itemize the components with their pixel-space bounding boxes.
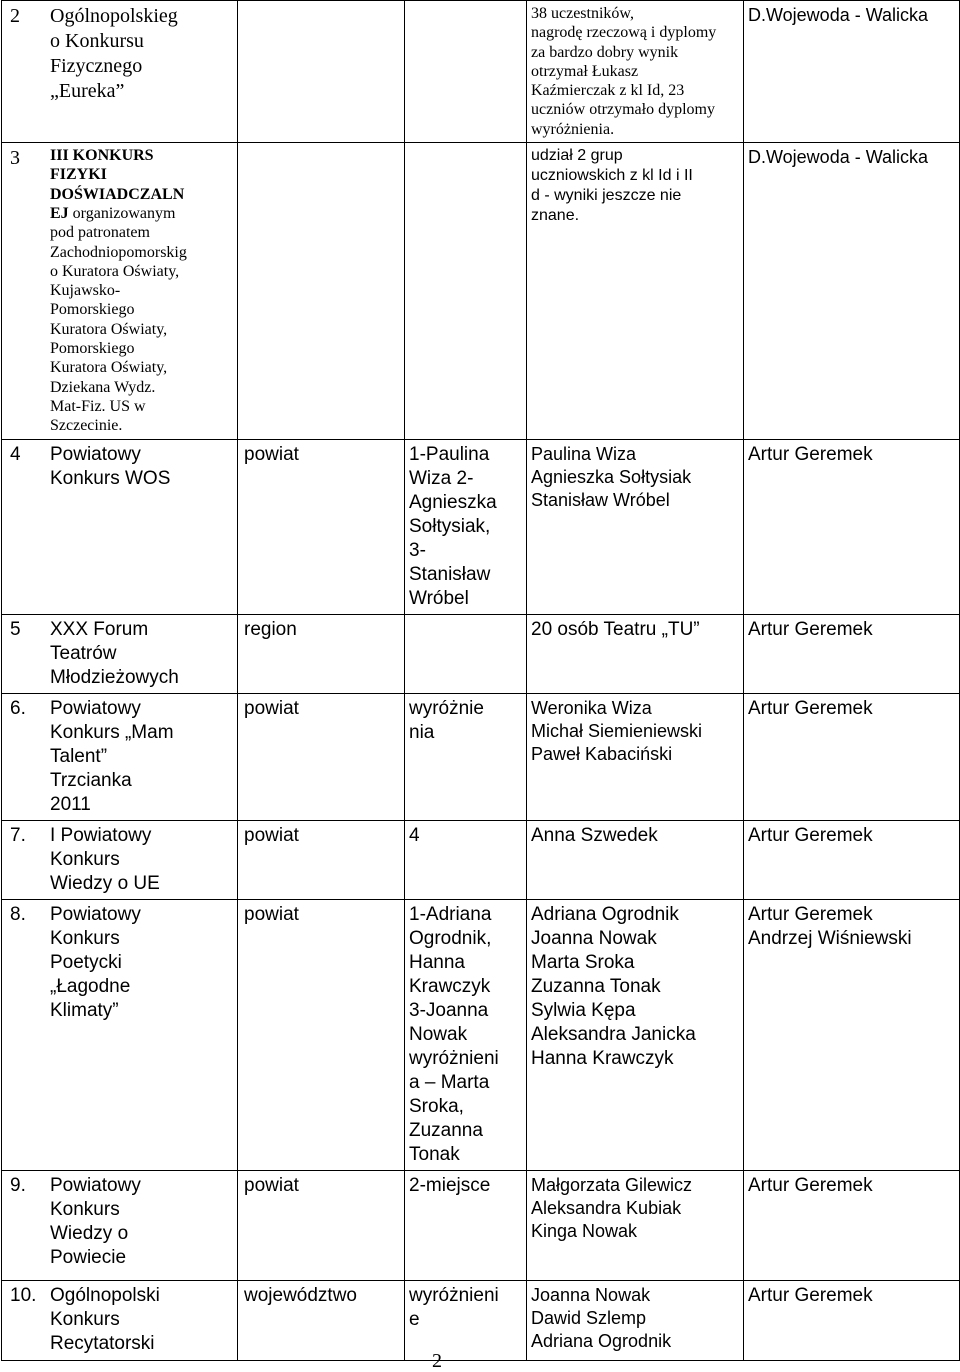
result-line: 4 — [409, 824, 420, 846]
table-row — [2, 693, 960, 820]
competition-cell — [2, 820, 238, 899]
table-row — [2, 1, 960, 143]
participant-line: Aleksandra Janicka — [531, 1023, 696, 1045]
teacher-line: Artur Geremek — [748, 618, 873, 640]
competition-title-line: Wiedzy o UE — [50, 872, 160, 894]
result-line: 3-Joanna — [409, 999, 489, 1021]
participant-line: Anna Szwedek — [531, 824, 658, 846]
competition-title-line: Trzcianka — [50, 769, 132, 791]
participants-cell — [527, 1280, 744, 1360]
participant-line: Weronika Wiza — [531, 697, 652, 718]
competition-title-line: Talent” — [50, 745, 108, 767]
scope-cell — [238, 1280, 405, 1360]
participant-line: udział 2 grup — [531, 147, 623, 165]
competition-title — [50, 146, 187, 435]
teacher-line: Artur Geremek — [748, 903, 873, 925]
competition-title-line: Konkurs — [50, 1308, 120, 1330]
participant-line: otrzymał Łukasz — [531, 62, 639, 80]
competition-cell — [2, 899, 238, 1170]
competition-title-line: pod patronatem — [50, 224, 150, 242]
competition-title-line: Powiatowy — [50, 903, 141, 925]
result-line: wyróżnie — [409, 697, 484, 719]
result-line: 1-Paulina — [409, 443, 490, 465]
scope-cell — [238, 439, 405, 614]
participant-line: Kaźmierczak z kl Id, 23 — [531, 82, 685, 100]
competition-title-line: Szczecinie. — [50, 417, 123, 435]
result-cell — [405, 1280, 527, 1360]
scope-text: powiat — [244, 1174, 299, 1196]
scope-cell — [238, 693, 405, 820]
competition-title-line: Konkurs — [50, 927, 120, 949]
competition-title-line: „Eureka” — [50, 80, 125, 102]
result-line: e — [409, 1308, 420, 1330]
competition-cell — [2, 693, 238, 820]
result-cell — [405, 1170, 527, 1280]
teacher-cell — [744, 693, 960, 820]
competition-title-line: Pomorskiego — [50, 301, 135, 319]
competition-title-line: Dziekana Wydz. — [50, 378, 156, 396]
result-line: Hanna — [409, 951, 465, 973]
row-number: 4 — [10, 443, 21, 465]
competition-title-line: XXX Forum — [50, 618, 149, 640]
participant-line: Joanna Nowak — [531, 1284, 651, 1305]
result-cell — [405, 820, 527, 899]
scope-cell — [238, 1170, 405, 1280]
participants-cell — [527, 1170, 744, 1280]
competition-title-line: DOŚWIADCZALN — [50, 185, 185, 203]
competition-title-line: Młodzieżowych — [50, 666, 179, 688]
row-number: 9. — [10, 1174, 26, 1196]
competition-title — [50, 903, 141, 1023]
teacher-line: Artur Geremek — [748, 697, 873, 719]
teacher-cell — [744, 1, 960, 143]
table-body — [2, 1, 960, 1361]
table-row — [2, 1280, 960, 1360]
scope-text: powiat — [244, 903, 299, 925]
scope-text: powiat — [244, 824, 299, 846]
competition-title-line: Konkurs — [50, 848, 120, 870]
scope-cell — [238, 1, 405, 143]
participants-cell — [527, 1, 744, 143]
row-number: 8. — [10, 903, 26, 925]
competition-title-line: Konkurs — [50, 1198, 120, 1220]
competition-cell — [2, 1170, 238, 1280]
competition-title-line: Konkurs WOS — [50, 467, 171, 489]
participant-line: Hanna Krawczyk — [531, 1047, 674, 1069]
scope-text: powiat — [244, 443, 299, 465]
result-line: Agnieszka — [409, 491, 497, 513]
participant-line: Dawid Szlemp — [531, 1307, 647, 1328]
competition-cell — [2, 1280, 238, 1360]
result-line: 1-Adriana — [409, 903, 492, 925]
result-line: Tonak — [409, 1143, 460, 1165]
result-cell — [405, 899, 527, 1170]
table-row — [2, 439, 960, 614]
participant-line: Adriana Ogrodnik — [531, 903, 679, 925]
participant-line: Kinga Nowak — [531, 1220, 638, 1241]
result-line: Stanisław — [409, 563, 491, 585]
competition-title-line: III KONKURS — [50, 147, 154, 165]
participants-cell — [527, 693, 744, 820]
participant-line: 38 uczestników, — [531, 5, 634, 22]
scope-cell — [238, 614, 405, 693]
table-row — [2, 820, 960, 899]
result-line: 3- — [409, 539, 426, 561]
scope-cell — [238, 820, 405, 899]
result-line: 2-miejsce — [409, 1174, 491, 1196]
teacher-cell — [744, 614, 960, 693]
competition-title-line: Kujawsko- — [50, 282, 121, 300]
row-number: 3 — [10, 147, 20, 170]
teacher-cell — [744, 899, 960, 1170]
competition-title-line: I Powiatowy — [50, 824, 152, 846]
participant-line: Paulina Wiza — [531, 443, 637, 464]
table-row — [2, 143, 960, 439]
participant-line: uczniów otrzymało dyplomy — [531, 101, 715, 119]
competition-title — [50, 697, 174, 817]
row-number: 10. — [10, 1284, 37, 1306]
competition-title-line: EJ organizowanym — [50, 204, 176, 222]
result-line: Ogrodnik, — [409, 927, 492, 949]
competition-title — [50, 1174, 141, 1270]
participant-line: Marta Sroka — [531, 951, 635, 973]
participants-cell — [527, 899, 744, 1170]
result-line: a – Marta — [409, 1071, 490, 1093]
competition-title-line: Pomorskiego — [50, 340, 135, 358]
participants-cell — [527, 143, 744, 439]
participant-line: nagrodę rzeczową i dyplomy — [531, 24, 717, 42]
participant-line: d - wyniki jeszcze nie — [531, 187, 682, 205]
participant-line: Paweł Kabaciński — [531, 743, 673, 764]
result-line: Sroka, — [409, 1095, 464, 1117]
row-number: 5 — [10, 618, 21, 640]
competition-title-line: o Konkursu — [50, 30, 144, 52]
competition-title-line: Poetycki — [50, 951, 122, 973]
competition-title-line: Wiedzy o — [50, 1222, 129, 1244]
result-line: wyróżnieni — [409, 1284, 499, 1306]
competition-title-line: Powiecie — [50, 1246, 127, 1268]
result-cell — [405, 143, 527, 439]
competition-title-line: FIZYKI — [50, 166, 107, 184]
result-cell — [405, 439, 527, 614]
result-cell — [405, 693, 527, 820]
competition-title-line: Ogólnopolski — [50, 1284, 160, 1306]
table-row — [2, 614, 960, 693]
table-row — [2, 899, 960, 1170]
result-line: Sołtysiak, — [409, 515, 491, 537]
teacher-cell — [744, 1280, 960, 1360]
participants-cell — [527, 820, 744, 899]
result-line: Wiza 2- — [409, 467, 474, 489]
competition-title — [50, 443, 170, 491]
competition-title-line: Zachodniopomorskig — [50, 243, 187, 261]
result-line: wyróżnieni — [409, 1047, 499, 1069]
teacher-line: Andrzej Wiśniewski — [748, 927, 912, 949]
result-line: Nowak — [409, 1023, 468, 1045]
competition-title — [50, 824, 160, 896]
teacher-cell — [744, 1170, 960, 1280]
teacher-line: Artur Geremek — [748, 1174, 873, 1196]
competition-title-line: Klimaty” — [50, 999, 119, 1021]
competition-title-line: 2011 — [50, 793, 91, 815]
competition-cell — [2, 1, 238, 143]
table-row — [2, 1170, 960, 1280]
result-cell — [405, 1, 527, 143]
scope-text: region — [244, 618, 297, 640]
result-line: Wróbel — [409, 587, 469, 609]
competition-title-line: Fizycznego — [50, 55, 143, 77]
competition-title-line: Powiatowy — [50, 697, 141, 719]
participant-line: Aleksandra Kubiak — [531, 1197, 682, 1218]
competition-title-line: Teatrów — [50, 642, 117, 664]
participant-line: Michał Siemieniewski — [531, 720, 703, 741]
page-number: 2 — [432, 1350, 442, 1372]
competitions-table — [1, 0, 960, 1361]
row-number: 2 — [10, 5, 20, 27]
participant-line: za bardzo dobry wynik — [531, 43, 679, 61]
participant-line: Małgorzata Gilewicz — [531, 1174, 693, 1195]
participant-line: wyróżnienia. — [531, 120, 615, 138]
teacher-line: Artur Geremek — [748, 1284, 873, 1306]
competition-cell — [2, 439, 238, 614]
competition-title — [50, 4, 178, 104]
competition-title-line: Ogólnopolskieg — [50, 5, 178, 27]
competition-title-line: Recytatorski — [50, 1332, 155, 1354]
result-line: Krawczyk — [409, 975, 491, 997]
result-line: nia — [409, 721, 435, 743]
participant-line: Sylwia Kępa — [531, 999, 636, 1021]
scope-text: województwo — [244, 1284, 357, 1306]
teacher-line: D.Wojewoda - Walicka — [748, 5, 929, 25]
competition-title — [50, 1284, 160, 1356]
competition-cell — [2, 143, 238, 439]
teacher-cell — [744, 143, 960, 439]
competition-title-line: „Łagodne — [50, 975, 131, 997]
competition-title-line: Konkurs „Mam — [50, 721, 174, 743]
competition-title-line: Powiatowy — [50, 1174, 141, 1196]
participant-line: Agnieszka Sołtysiak — [531, 466, 692, 487]
row-number: 6. — [10, 697, 26, 719]
competition-title-line: o Kuratora Oświaty, — [50, 262, 180, 280]
competition-title-line: Powiatowy — [50, 443, 141, 465]
participant-line: znane. — [531, 207, 580, 225]
scope-cell — [238, 899, 405, 1170]
result-line: Zuzanna — [409, 1119, 483, 1141]
competition-title-line: Kuratora Oświaty, — [50, 320, 168, 338]
competition-cell — [2, 614, 238, 693]
competition-title-line: Mat-Fiz. US w — [50, 397, 146, 415]
row-number: 7. — [10, 824, 26, 846]
participant-line: 20 osób Teatru „TU” — [531, 618, 700, 640]
scope-cell — [238, 143, 405, 439]
competition-title — [50, 618, 179, 690]
participants-cell — [527, 614, 744, 693]
participant-line: Adriana Ogrodnik — [531, 1330, 672, 1351]
participant-line: Joanna Nowak — [531, 927, 657, 949]
result-cell — [405, 614, 527, 693]
scope-text: powiat — [244, 697, 299, 719]
teacher-line: Artur Geremek — [748, 824, 873, 846]
teacher-line: Artur Geremek — [748, 443, 873, 465]
teacher-cell — [744, 820, 960, 899]
participant-line: uczniowskich z kl Id i II — [531, 167, 693, 185]
participants-cell — [527, 439, 744, 614]
competition-title-line: Kuratora Oświaty, — [50, 359, 168, 377]
participant-line: Stanisław Wróbel — [531, 489, 670, 510]
teacher-cell — [744, 439, 960, 614]
teacher-line: D.Wojewoda - Walicka — [748, 147, 929, 168]
participant-line: Zuzanna Tonak — [531, 975, 661, 997]
